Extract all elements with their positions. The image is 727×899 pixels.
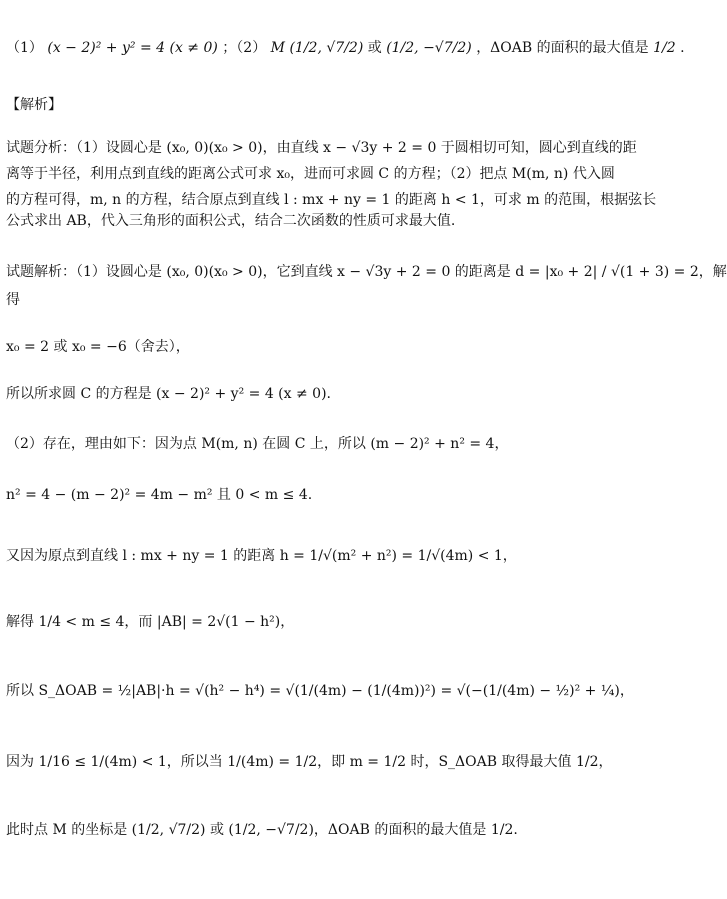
solution-line-1: 试题解析：（1）设圆心是 (x₀, 0)(x₀ > 0)，它到直线 x − √3y + 2 = 0 的距离是 d = |x₀ + 2| / √(1 + 3) = 2，解 — [6, 264, 727, 280]
analysis-line-4: 公式求出 AB，代入三角形的面积公式，结合二次函数的性质可求最大值. — [6, 213, 456, 229]
analysis-line-2: 离等于半径，利用点到直线的距离公式可求 x₀，进而可求圆 C 的方程；（2）把点 M(m, n) 代入圆 — [6, 166, 615, 182]
solution-line-10: 此时点 M 的坐标是 (1/2, √7/2) 或 (1/2, −√7/2)，ΔOAB 的面积的最大值是 1/2. — [6, 822, 518, 838]
solution-line-6: 又因为原点到直线 l : mx + ny = 1 的距离 h = 1/√(m² + n²) = 1/√(4m) < 1， — [6, 548, 517, 564]
analysis-line-3: 的方程可得，m, n 的方程，结合原点到直线 l : mx + ny = 1 的距离 h < 1，可求 m 的范围，根据弦长 — [6, 192, 657, 208]
answer-circle-equation: (x − 2)² + y² = 4 (x ≠ 0) — [47, 40, 218, 56]
solution-line-8: 所以 S_ΔOAB = ½|AB|·h = √(h² − h⁴) = √(1/(4m) − (1/(4m))²) = √(−(1/(4m) − ½)² + ¼)， — [6, 683, 634, 699]
section-header: 【解析】 — [6, 97, 62, 113]
answer-max-value: 1/2 — [653, 40, 676, 56]
answer-point-label: M — [270, 40, 286, 56]
solution-line-7: 解得 1/4 < m ≤ 4，而 |AB| = 2√(1 − h²)， — [6, 614, 295, 630]
solution-line-3: 所以所求圆 C 的方程是 (x − 2)² + y² = 4 (x ≠ 0). — [6, 386, 331, 402]
solution-line-4: （2）存在，理由如下：因为点 M(m, n) 在圆 C 上，所以 (m − 2)² + n² = 4， — [6, 436, 509, 452]
answer-or: 或 — [367, 40, 382, 56]
answer-separator: ；（2） — [222, 40, 267, 56]
answer-tail-text: ，ΔOAB 的面积的最大值是 — [476, 40, 649, 56]
answer-line — [6, 38, 685, 58]
solution-line-9: 因为 1/16 ≤ 1/(4m) < 1，所以当 1/(4m) = 1/2，即 m = 1/2 时，S_ΔOAB 取得最大值 1/2， — [6, 754, 613, 770]
answer-point-1: (1/2, √7/2) — [289, 40, 364, 56]
solution-line-5: n² = 4 − (m − 2)² = 4m − m² 且 0 < m ≤ 4. — [6, 487, 313, 503]
analysis-line-1: 试题分析：（1）设圆心是 (x₀, 0)(x₀ > 0)，由直线 x − √3y + 2 = 0 于圆相切可知，圆心到直线的距 — [6, 140, 637, 156]
answer-end: . — [680, 40, 685, 56]
answer-part1-label: （1） — [6, 40, 43, 56]
solution-line-2: x₀ = 2 或 x₀ = −6（舍去）， — [6, 339, 190, 355]
solution-line-1b: 得 — [6, 292, 20, 308]
answer-point-2: (1/2, −√7/2) — [386, 40, 472, 56]
